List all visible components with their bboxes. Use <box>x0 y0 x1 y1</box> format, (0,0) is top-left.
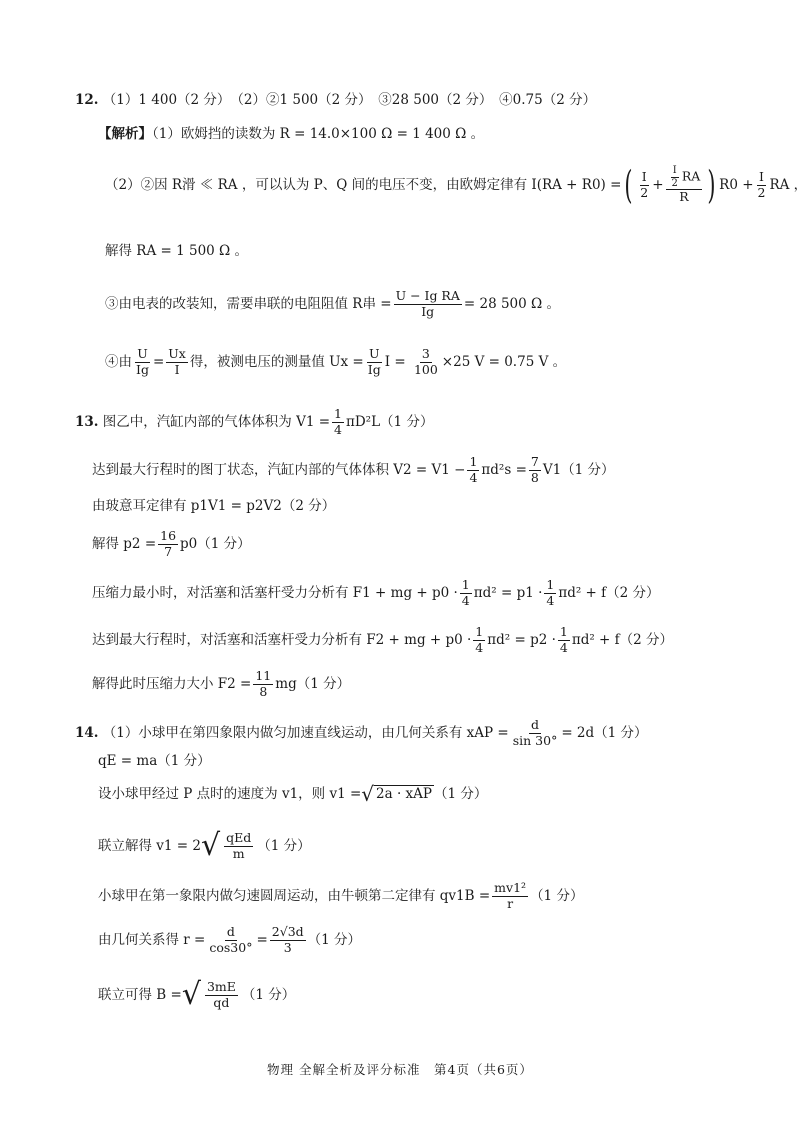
q14-l1-frac: $\frac{d}{\sin 30^\circ}$ <box>512 717 558 748</box>
q14-l6-frac2: $\frac{2√3d}{3}$ <box>271 924 304 955</box>
q14-number: 14. <box>75 724 99 741</box>
q14-l6-eq: = <box>256 931 268 948</box>
q14-l4-tail: （1 分） <box>257 837 311 854</box>
q13-l6-tail: πd² + f（2 分） <box>571 631 674 648</box>
q13-l5-frac2: $\frac{1}{4}$ <box>546 577 555 608</box>
q14-line4 <box>98 826 311 866</box>
q12-part4-c: I = <box>384 353 406 370</box>
left-paren: ( <box>624 163 633 207</box>
q13-l4-frac: $\frac{16}{7}$ <box>160 528 177 559</box>
q13-l5-frac1: $\frac{1}{4}$ <box>461 577 470 608</box>
q12-part4-frac2: $\frac{Ux}{I}$ <box>168 346 186 377</box>
q13-l2-mid: πd²s = <box>481 461 527 478</box>
q12-part4-result: ×25 V = 0.75 V 。 <box>441 353 567 370</box>
q14-line3 <box>98 780 487 808</box>
q14-l6-text: 由几何关系得 r = <box>98 931 206 948</box>
q12-answers <box>75 92 596 108</box>
q14-l6-tail: （1 分） <box>307 931 362 948</box>
q12-part2-end: RA ， <box>769 176 807 193</box>
q14-l3-text: 设小球甲经过 P 点时的速度为 v1，则 v1 = <box>98 785 362 802</box>
q13-l1-frac: $\frac{1}{4}$ <box>334 406 342 437</box>
q12-frac-I-over-2: $\frac{I}{2}$ <box>640 169 649 200</box>
q14-l1-text: （1）小球甲在第四象限内做匀加速直线运动，由几何关系有 xAP = <box>102 724 509 741</box>
q12-part3 <box>105 284 560 324</box>
q13-l7-tail: mg（1 分） <box>275 675 351 692</box>
q14-l7-sqrt: √ $\frac{3mE}{qd}$ <box>181 977 236 1012</box>
q13-l4-tail: p0（1 分） <box>180 535 251 552</box>
q14-line5 <box>98 876 583 916</box>
q12-part4-b: 得，被测电压的测量值 Ux = <box>189 353 364 370</box>
q14-l6-frac1: $\frac{d}{\cos 30^\circ}$ <box>209 924 253 955</box>
q13-l6-frac2: $\frac{1}{4}$ <box>559 624 568 655</box>
q12-part2-intro: （2）②因 R滑 ≪ RA ，可以认为 P、Q 间的电压不变，由欧姆定律有 <box>105 176 528 193</box>
q13-l5-text: 压缩力最小时，对活塞和活塞杆受力分析有 F1 + mg + p0 · <box>92 584 458 601</box>
q14-l4-sqrt: √ $\frac{\text{qEd}}{m}$ <box>201 828 252 863</box>
q13-l2-text: 达到最大行程时的图丁状态，汽缸内部的气体体积 V2 = V1 − <box>92 461 466 478</box>
q13-l7-frac: $\frac{11}{8}$ <box>255 668 272 699</box>
q13-l6-frac1: $\frac{1}{4}$ <box>475 624 484 655</box>
q13-l6-text: 达到最大行程时，对活塞和活塞杆受力分析有 F2 + mg + p0 · <box>92 631 472 648</box>
q12-part3-frac: $\frac{\text{U − Ig RA}}{Ig}$ <box>395 288 460 319</box>
q13-l5-tail: πd² + f（2 分） <box>558 584 660 601</box>
q14-l1-tail: = 2d（1 分） <box>561 724 648 741</box>
q14-l5-frac: $\frac{\text{mv1²}}{r}$ <box>494 880 527 911</box>
q13-line7 <box>92 666 350 702</box>
q12-part4-eq: = <box>152 353 165 370</box>
q12-part1-text: （1）欧姆挡的读数为 R = 14.0×100 Ω = 1 400 Ω 。 <box>152 126 485 142</box>
q13-l2-frac1: $\frac{1}{4}$ <box>469 454 478 485</box>
q13-l5-mid: πd² = p1 · <box>473 584 543 601</box>
q13-l2-tail: V1（1 分） <box>542 461 615 478</box>
q13-line3: 由玻意耳定律有 p1V1 = p2V2（2 分） <box>92 498 336 514</box>
q13-line5 <box>92 575 660 611</box>
q13-line6 <box>92 622 673 658</box>
q12-analysis-part1 <box>98 126 484 142</box>
q12-part2: （2）②因 R滑 ≪ RA ，可以认为 P、Q 间的电压不变，由欧姆定律有 I(RA + R0) = ( $\frac{I}{2}$ + $\frac{I}{2}$ RA R ) R0 + $\frac{I}{2}$ RA ， <box>105 163 807 207</box>
q14-line1 <box>75 713 648 753</box>
q14-l5-text: 小球甲在第一象限内做匀速圆周运动，由牛顿第二定律有 qv1B = <box>98 887 491 904</box>
q12-frac-nested: $\frac{I}{2}$ RA R <box>666 165 703 204</box>
q12-part2-tail: R0 + <box>719 176 754 193</box>
q12-part4-frac4: $\frac{3}{100}$ <box>413 346 438 377</box>
q12-answer-summary: （1）1 400（2 分） （2）②1 500（2 分） ③28 500（2 分） ④0.75（2 分） <box>102 92 597 108</box>
q13-l1-text: 图乙中，汽缸内部的气体体积为 V1 = <box>102 413 331 430</box>
page-footer: 物理 全解全析及评分标准 第4页（共6页） <box>267 1062 533 1077</box>
q12-part4-a: ④由 <box>105 353 132 370</box>
q12-part3-text: ③由电表的改装知，需要串联的电阻阻值 R串 = <box>105 295 392 312</box>
q14-l7-tail: （1 分） <box>241 986 296 1003</box>
q12-frac-I-over-2-b: $\frac{I}{2}$ <box>757 169 766 200</box>
q13-line1 <box>75 404 433 440</box>
q13-line2 <box>92 452 615 488</box>
q12-part4-frac3: $\frac{U}{Ig}$ <box>367 346 381 377</box>
q14-l4-text: 联立解得 v1 = 2 <box>98 837 201 854</box>
q13-l2-frac2: $\frac{7}{8}$ <box>530 454 539 485</box>
q14-l7-text: 联立可得 B = <box>98 986 182 1003</box>
q12-part2-lhs: I(RA + R0) = <box>531 176 622 193</box>
q14-l3-tail: （1 分） <box>434 785 488 802</box>
q14-line2: qE = ma（1 分） <box>98 753 211 769</box>
q13-l1-tail: πD²L（1 分） <box>345 413 434 430</box>
q13-line4 <box>92 526 251 562</box>
q13-l4-text: 解得 p2 = <box>92 535 157 552</box>
q14-line6 <box>98 920 361 960</box>
q12-part4-frac1: $\frac{U}{Ig}$ <box>136 346 149 377</box>
q13-l7-text: 解得此时压缩力大小 F2 = <box>92 675 252 692</box>
analysis-tag: 【解析】 <box>98 126 152 142</box>
q14-line7 <box>98 975 295 1015</box>
q12-part3-result: = 28 500 Ω 。 <box>463 295 560 312</box>
q12-part4 <box>105 342 566 382</box>
q13-number: 13. <box>75 413 99 430</box>
q14-l3-sqrt: √ 2a · xAP <box>361 782 433 806</box>
q12-number: 12. <box>75 92 99 108</box>
q12-solve-RA: 解得 RA = 1 500 Ω 。 <box>105 243 249 259</box>
q13-l6-mid: πd² = p2 · <box>487 631 556 648</box>
q14-l5-tail: （1 分） <box>530 887 584 904</box>
right-paren: ) <box>707 163 716 207</box>
